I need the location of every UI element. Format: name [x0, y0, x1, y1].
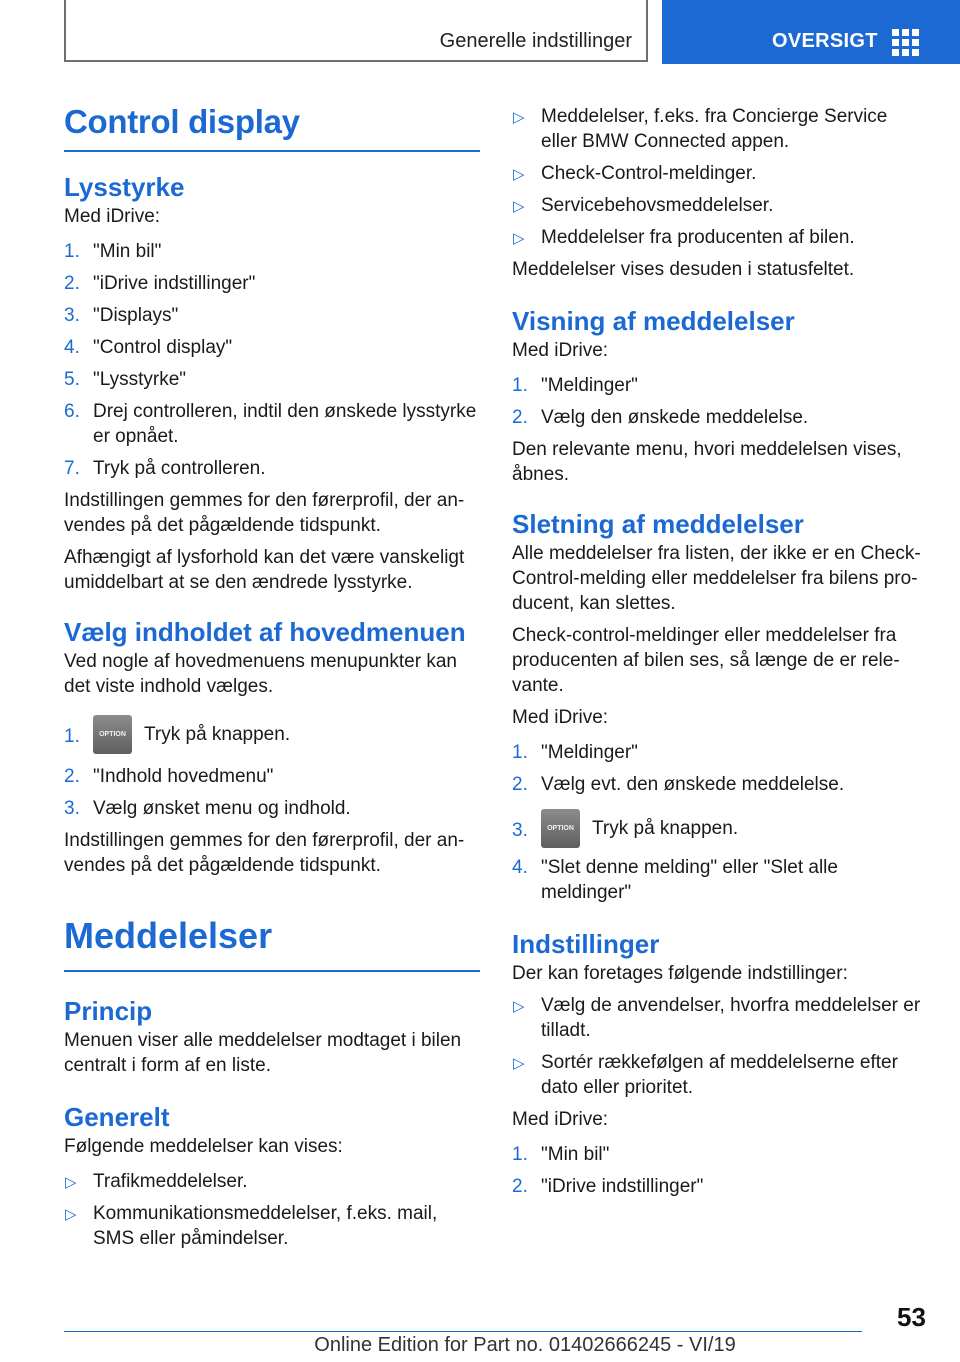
list-item	[512, 161, 928, 186]
lysstyrke-note-2: Afhængigt af lysforhold kan det være vanskeligt umiddelbart at se den ændrede lysstyrke.	[64, 547, 465, 593]
step-text: "Min bil"	[93, 241, 162, 262]
triangle-bullet-icon: ▷	[65, 1206, 77, 1223]
heading-lysstyrke: Lysstyrke	[64, 172, 185, 202]
overview-button[interactable]	[662, 0, 960, 64]
step-text: "Lysstyrke"	[93, 369, 187, 390]
heading-visning: Visning af meddelelser	[512, 306, 795, 336]
step-text: "Meldinger"	[541, 375, 638, 396]
step-number: 4.	[512, 857, 528, 878]
item-text: Kommunikationsmeddelelser, f.eks. mail, SMS eller påmindelser.	[93, 1203, 438, 1249]
step-text: "Meldinger"	[541, 742, 638, 763]
page-number: 53	[897, 1302, 926, 1332]
lysstyrke-steps	[64, 239, 480, 481]
list-item	[64, 764, 480, 789]
step-number: 1.	[64, 241, 80, 262]
step-text: "Control display"	[93, 337, 233, 358]
step-text: Vælg evt. den ønskede meddelelse.	[541, 774, 845, 795]
title-rule	[64, 150, 480, 152]
item-text: Meddelelser, f.eks. fra Concierge Service eller BMW Connected appen.	[541, 106, 888, 152]
list-item	[512, 1050, 928, 1100]
sletning-p2: Check-control-meldinger eller meddelelser fra producenten af bilen ses, så længe de er relevante.	[512, 625, 900, 696]
meddelelser-rule	[64, 970, 480, 972]
heading-sletning: Sletning af meddelelser	[512, 509, 804, 539]
heading-generelt: Generelt	[64, 1102, 170, 1132]
step-number: 3.	[64, 305, 80, 326]
heading-princip: Princip	[64, 996, 153, 1026]
generelt-list	[64, 1169, 480, 1251]
indstillinger-intro-2: Med iDrive:	[512, 1109, 609, 1130]
list-item	[512, 225, 928, 250]
list-item	[64, 303, 480, 328]
triangle-bullet-icon: ▷	[513, 198, 525, 215]
section-title: Generelle indstillinger	[439, 30, 632, 52]
list-item	[512, 405, 928, 430]
step-number: 5.	[64, 369, 80, 390]
step-number: 1.	[512, 742, 528, 763]
item-text: Check-Control-meldinger.	[541, 163, 757, 184]
list-item	[64, 335, 480, 360]
list-item	[64, 271, 480, 296]
visning-note: Den relevante menu, hvori meddelelsen vises, åbnes.	[512, 439, 902, 485]
step-text: "Min bil"	[541, 1144, 610, 1165]
meddelelser-title: Meddelelser	[64, 915, 273, 956]
list-item	[512, 993, 928, 1043]
triangle-bullet-icon: ▷	[513, 1055, 525, 1072]
indstillinger-steps	[512, 1142, 928, 1199]
step-text: "iDrive indstillinger"	[93, 273, 256, 294]
triangle-bullet-icon: ▷	[513, 998, 525, 1015]
item-text: Servicebehovsmeddelelser.	[541, 195, 774, 216]
step-text: "iDrive indstillinger"	[541, 1176, 704, 1197]
generelt-note: Meddelelser vises desuden i statusfeltet.	[512, 259, 855, 280]
option-button-icon: OPTION	[541, 809, 580, 848]
step-number: 2.	[64, 766, 80, 787]
list-item	[512, 104, 928, 154]
section-header	[64, 0, 648, 62]
list-item	[512, 1174, 928, 1199]
step-number: 1.	[512, 375, 528, 396]
princip-text: Menuen viser alle meddelelser modtaget i bilen centralt i form af en liste.	[64, 1030, 462, 1076]
item-text: Vælg de anvendelser, hvorfra meddelelser er tilladt.	[541, 995, 921, 1041]
list-item	[512, 855, 928, 905]
list-item	[64, 796, 480, 821]
step-text: Drej controlleren, indtil den ønskede lysstyrke er opnået.	[93, 401, 477, 447]
list-item	[64, 239, 480, 264]
hovedmenu-steps	[64, 715, 480, 821]
step-number: 7.	[64, 458, 80, 479]
sletning-intro: Med iDrive:	[512, 707, 609, 728]
list-item	[64, 456, 480, 481]
step-number: 3.	[64, 798, 80, 819]
item-text: Trafikmeddelelser.	[93, 1171, 248, 1192]
overview-label: OVERSIGT	[772, 30, 878, 52]
generelt-list-continued	[512, 104, 928, 250]
right-column	[512, 104, 928, 1206]
list-item	[64, 367, 480, 392]
hovedmenu-intro: Ved nogle af hovedmenuens menupunkter kan det viste indhold vælges.	[64, 651, 457, 697]
step-text: "Indhold hovedmenu"	[93, 766, 274, 787]
list-item	[64, 1201, 480, 1251]
step-text: Vælg ønsket menu og indhold.	[93, 798, 351, 819]
triangle-bullet-icon: ▷	[513, 166, 525, 183]
list-item	[512, 809, 928, 848]
hovedmenu-note: Indstillingen gemmes for den førerprofil, der anvendes på det pågældende tidspunkt.	[64, 830, 465, 876]
grid-icon	[892, 29, 919, 56]
footer-rule	[64, 1331, 862, 1332]
list-item	[512, 740, 928, 765]
step-number: 1.	[64, 726, 80, 747]
heading-hovedmenu: Vælg indholdet af hovedmenuen	[64, 617, 466, 647]
step-number: 2.	[512, 1176, 528, 1197]
step-text: Tryk på controlleren.	[93, 458, 266, 479]
option-button-icon: OPTION	[93, 715, 132, 754]
indstillinger-list	[512, 993, 928, 1100]
step-number: 2.	[512, 774, 528, 795]
triangle-bullet-icon: ▷	[65, 1174, 77, 1191]
list-item	[64, 715, 480, 754]
step-text: "Slet denne melding" eller "Slet alle meldinger"	[541, 857, 838, 903]
step-number: 2.	[512, 407, 528, 428]
edition-text: Online Edition for Part no. 01402666245 - VI/19	[314, 1334, 736, 1356]
sletning-p1: Alle meddelelser fra listen, der ikke er en Check-Control-melding eller meddelelser fra bilens producent, kan slettes.	[512, 543, 921, 614]
step-number: 3.	[512, 820, 528, 841]
step-text: Tryk på knappen.	[144, 724, 291, 745]
step-number: 6.	[64, 401, 80, 422]
list-item	[512, 373, 928, 398]
step-text: Vælg den ønskede meddelelse.	[541, 407, 809, 428]
indstillinger-intro: Der kan foretages følgende indstillinger:	[512, 963, 848, 984]
lysstyrke-note-1: Indstillingen gemmes for den førerprofil, der anvendes på det pågældende tidspunkt.	[64, 490, 465, 536]
lysstyrke-intro: Med iDrive:	[64, 206, 161, 227]
triangle-bullet-icon: ▷	[513, 230, 525, 247]
step-text: Tryk på knappen.	[592, 818, 739, 839]
step-number: 2.	[64, 273, 80, 294]
step-text: "Displays"	[93, 305, 179, 326]
visning-steps	[512, 373, 928, 430]
generelt-intro: Følgende meddelelser kan vises:	[64, 1136, 343, 1157]
sletning-steps	[512, 740, 928, 905]
page-title: Control display	[64, 103, 300, 140]
triangle-bullet-icon: ▷	[513, 109, 525, 126]
list-item	[512, 772, 928, 797]
list-item	[64, 399, 480, 449]
list-item	[64, 1169, 480, 1194]
left-column	[64, 100, 480, 1258]
list-item	[512, 1142, 928, 1167]
item-text: Sortér rækkefølgen af meddelelserne efter dato eller prioritet.	[541, 1052, 898, 1098]
list-item	[512, 193, 928, 218]
step-number: 4.	[64, 337, 80, 358]
step-number: 1.	[512, 1144, 528, 1165]
visning-intro: Med iDrive:	[512, 340, 609, 361]
heading-indstillinger: Indstillinger	[512, 929, 660, 959]
item-text: Meddelelser fra producenten af bilen.	[541, 227, 855, 248]
footer-edition	[0, 1334, 960, 1357]
